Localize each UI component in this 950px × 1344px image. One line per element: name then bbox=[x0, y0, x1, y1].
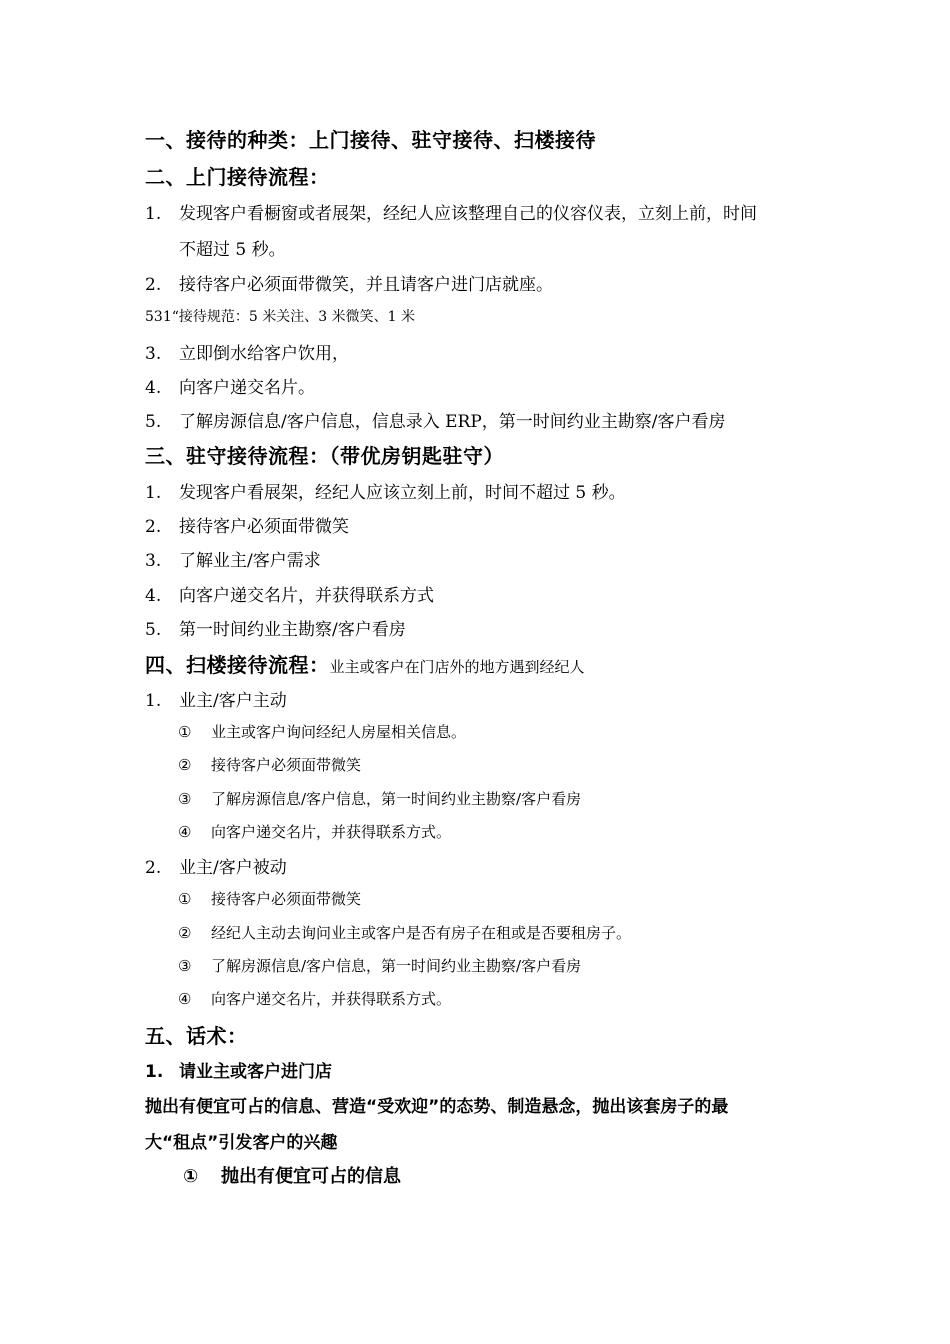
sub-text: 接待客户必须面带微笑 bbox=[211, 890, 362, 908]
sub-text: 接待客户必须面带微笑 bbox=[211, 756, 362, 774]
sub-item bbox=[178, 955, 581, 976]
sub-item bbox=[178, 754, 361, 775]
sub-item bbox=[178, 888, 361, 909]
sub-mark: ② bbox=[178, 756, 192, 774]
list-number: 1. bbox=[145, 483, 162, 503]
section-4-title: 四、扫楼接待流程： bbox=[145, 653, 330, 677]
sub-mark: ① bbox=[183, 1166, 199, 1187]
list-item bbox=[145, 199, 757, 224]
script-paragraph: 抛出有便宜可占的信息、营造“受欢迎”的态势、制造悬念，抛出该套房子的最 bbox=[145, 1097, 729, 1117]
list-number: 5. bbox=[145, 412, 162, 432]
list-number: 2. bbox=[145, 858, 162, 878]
list-text: 第一时间约业主勘察/客户看房 bbox=[179, 620, 406, 640]
list-item bbox=[145, 407, 726, 432]
list-text: 向客户递交名片，并获得联系方式 bbox=[179, 586, 434, 606]
sub-item bbox=[178, 988, 451, 1009]
list-text: 接待客户必须面带微笑 bbox=[179, 517, 349, 537]
list-number: 3. bbox=[145, 551, 162, 571]
list-text: 发现客户看橱窗或者展架，经纪人应该整理自己的仪容仪表，立刻上前，时间 bbox=[179, 204, 757, 224]
sub-mark: ① bbox=[178, 723, 192, 741]
list-number: 2. bbox=[145, 517, 162, 537]
list-item bbox=[145, 686, 287, 711]
list-item bbox=[145, 581, 434, 606]
list-item bbox=[145, 512, 349, 537]
script-paragraph-continuation: 大“租点”引发客户的兴趣 bbox=[145, 1133, 338, 1153]
list-text: 业主/客户主动 bbox=[179, 691, 287, 711]
section-2-heading: 二、上门接待流程： bbox=[145, 165, 330, 189]
list-number: 4. bbox=[145, 378, 162, 398]
list-number: 5. bbox=[145, 620, 162, 640]
list-item bbox=[145, 270, 553, 295]
sub-text: 向客户递交名片，并获得联系方式。 bbox=[211, 990, 452, 1008]
list-item bbox=[145, 339, 349, 364]
sub-text: 业主或客户询问经纪人房屋相关信息。 bbox=[211, 723, 467, 741]
section-5-heading: 五、话术： bbox=[145, 1024, 248, 1048]
sub-item bbox=[178, 788, 581, 809]
section-4-heading bbox=[145, 649, 585, 678]
list-number: 1. bbox=[145, 691, 162, 711]
list-item bbox=[145, 373, 315, 398]
reception-rule-note: 531“接待规范：5 米关注、3 米微笑、1 米 bbox=[145, 309, 415, 325]
list-item bbox=[145, 478, 626, 503]
list-text: 发现客户看展架，经纪人应该立刻上前，时间不超过 5 秒。 bbox=[179, 483, 626, 503]
sub-text: 抛出有便宜可占的信息 bbox=[221, 1166, 401, 1187]
list-item-continuation: 不超过 5 秒。 bbox=[179, 240, 286, 260]
sub-mark: ④ bbox=[178, 823, 192, 841]
sub-item bbox=[178, 821, 451, 842]
section-4-note: 业主或客户在门店外的地方遇到经纪人 bbox=[329, 658, 585, 676]
sub-text: 了解房源信息/客户信息，第一时间约业主勘察/客户看房 bbox=[211, 957, 582, 975]
list-item bbox=[145, 615, 406, 640]
sub-mark: ③ bbox=[178, 790, 192, 808]
script-item bbox=[145, 1057, 332, 1082]
list-number: 1. bbox=[145, 1062, 164, 1082]
section-3-heading: 三、驻守接待流程：（带优房钥匙驻守） bbox=[145, 444, 504, 468]
list-text: 业主/客户被动 bbox=[179, 858, 287, 878]
sub-mark: ③ bbox=[178, 957, 192, 975]
list-number: 2. bbox=[145, 275, 162, 295]
list-text: 接待客户必须面带微笑，并且请客户进门店就座。 bbox=[179, 275, 553, 295]
sub-mark: ① bbox=[178, 890, 192, 908]
list-number: 3. bbox=[145, 344, 162, 364]
sub-text: 向客户递交名片，并获得联系方式。 bbox=[211, 823, 452, 841]
list-item bbox=[145, 546, 321, 571]
list-text: 立即倒水给客户饮用， bbox=[179, 344, 349, 364]
sub-text: 了解房源信息/客户信息，第一时间约业主勘察/客户看房 bbox=[211, 790, 582, 808]
list-number: 1. bbox=[145, 204, 162, 224]
script-sub-item bbox=[183, 1162, 401, 1188]
list-text: 向客户递交名片。 bbox=[179, 378, 315, 398]
sub-item bbox=[178, 922, 631, 943]
list-item bbox=[145, 853, 287, 878]
list-number: 4. bbox=[145, 586, 162, 606]
section-1-heading: 一、接待的种类：上门接待、驻守接待、扫楼接待 bbox=[145, 128, 596, 152]
sub-mark: ④ bbox=[178, 990, 192, 1008]
list-text: 了解业主/客户需求 bbox=[179, 551, 321, 571]
sub-text: 经纪人主动去询问业主或客户是否有房子在租或是否要租房子。 bbox=[211, 924, 632, 942]
sub-item bbox=[178, 721, 466, 742]
sub-mark: ② bbox=[178, 924, 192, 942]
list-text: 了解房源信息/客户信息，信息录入 ERP，第一时间约业主勘察/客户看房 bbox=[179, 412, 726, 432]
list-text: 请业主或客户进门店 bbox=[179, 1062, 332, 1082]
